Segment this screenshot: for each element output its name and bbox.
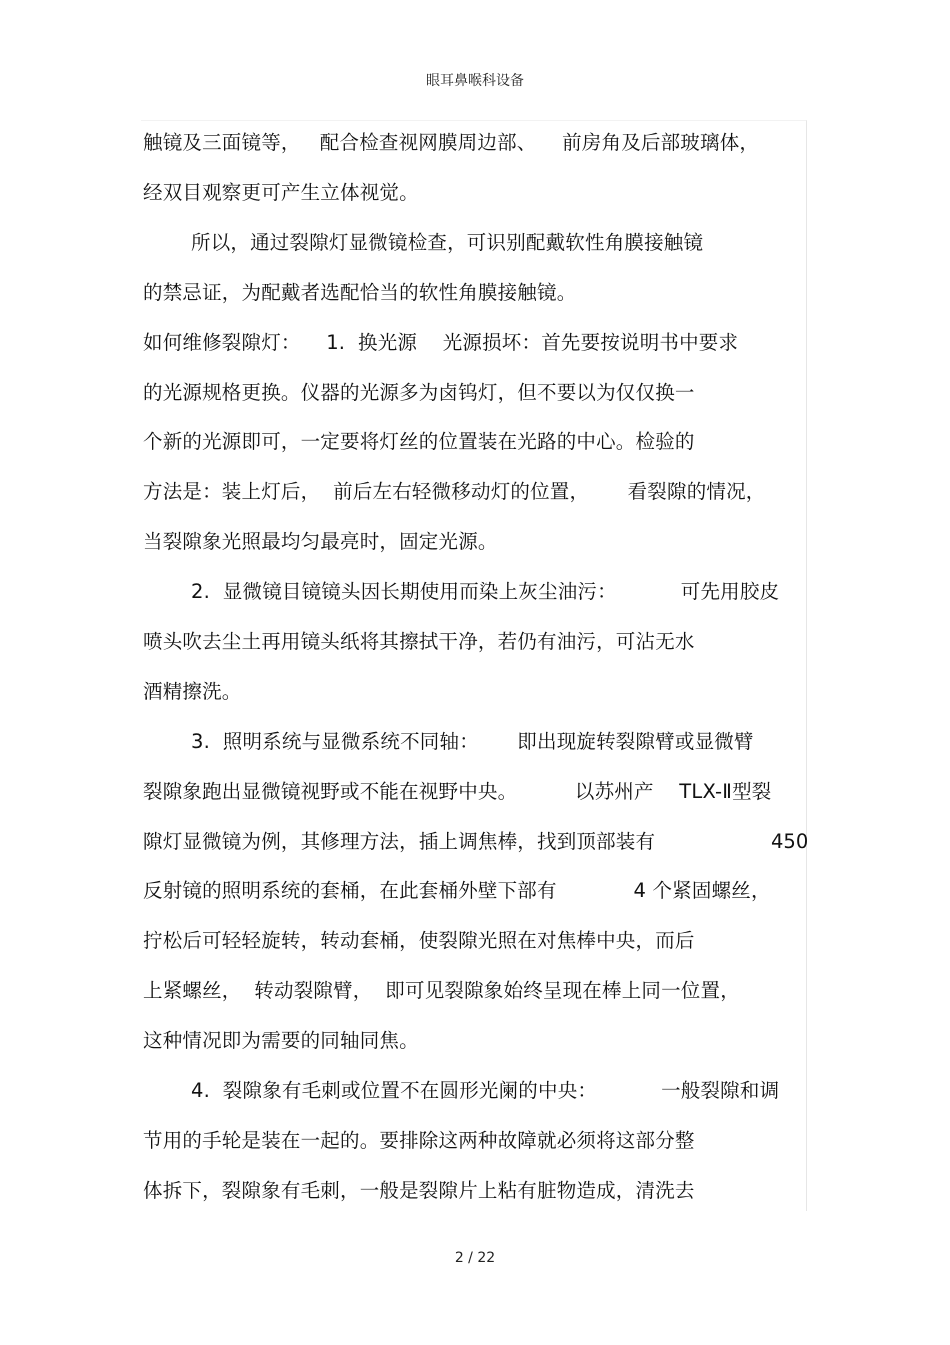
text-line: 裂隙象跑出显微镜视野或不能在视野中央。 以苏州产 TLX-Ⅱ型裂 <box>143 780 772 803</box>
text-line: 酒精擦洗。 <box>143 680 242 703</box>
text-line: 如何维修裂隙灯： 1. 换光源 光源损坏：首先要按说明书中要求 <box>143 331 739 354</box>
text-line: 的光源规格更换。仪器的光源多为卤钨灯，但不要以为仅仅换一 <box>143 381 695 404</box>
page-number: 2 / 22 <box>454 1250 496 1266</box>
text-line: 3. 照明系统与显微系统不同轴： 即出现旋转裂隙臂或显微臂 <box>191 730 754 753</box>
text-line: 的禁忌证，为配戴者选配恰当的软性角膜接触镜。 <box>143 281 577 304</box>
text-line: 节用的手轮是装在一起的。要排除这两种故障就必须将这部分整 <box>143 1129 695 1152</box>
text-line: 方法是：装上灯后， 前后左右轻微移动灯的位置， 看裂隙的情况， <box>143 480 766 503</box>
text-line: 反射镜的照明系统的套桶，在此套桶外壁下部有 4 个紧固螺丝， <box>143 879 771 902</box>
text-line-trailing-number: 450 <box>771 830 809 853</box>
text-line: 这种情况即为需要的同轴同焦。 <box>143 1029 419 1052</box>
text-line: 体拆下，裂隙象有毛刺，一般是裂隙片上粘有脏物造成，清洗去 <box>143 1179 695 1202</box>
text-line: 个新的光源即可，一定要将灯丝的位置装在光路的中心。检验的 <box>143 430 695 453</box>
text-line: 4. 裂隙象有毛刺或位置不在圆形光阑的中央： 一般裂隙和调 <box>191 1079 780 1102</box>
page-header-title: 眼耳鼻喉科设备 <box>426 73 524 89</box>
text-line: 当裂隙象光照最均匀最亮时，固定光源。 <box>143 530 498 553</box>
text-line: 喷头吹去尘土再用镜头纸将其擦拭干净，若仍有油污，可沾无水 <box>143 630 695 653</box>
text-line: 隙灯显微镜为例，其修理方法，插上调焦棒，找到顶部装有 <box>143 830 656 853</box>
text-line: 所以，通过裂隙灯显微镜检查，可识别配戴软性角膜接触镜 <box>191 231 704 254</box>
text-line: 拧松后可轻轻旋转，转动套桶，使裂隙光照在对焦棒中央，而后 <box>143 929 695 952</box>
text-line: 触镜及三面镜等， 配合检查视网膜周边部、 前房角及后部玻璃体， <box>143 131 760 154</box>
text-line: 经双目观察更可产生立体视觉。 <box>143 181 419 204</box>
text-line: 上紧螺丝， 转动裂隙臂， 即可见裂隙象始终呈现在棒上同一位置， <box>143 979 740 1002</box>
text-line: 2. 显微镜目镜镜头因长期使用而染上灰尘油污： 可先用胶皮 <box>191 580 780 603</box>
